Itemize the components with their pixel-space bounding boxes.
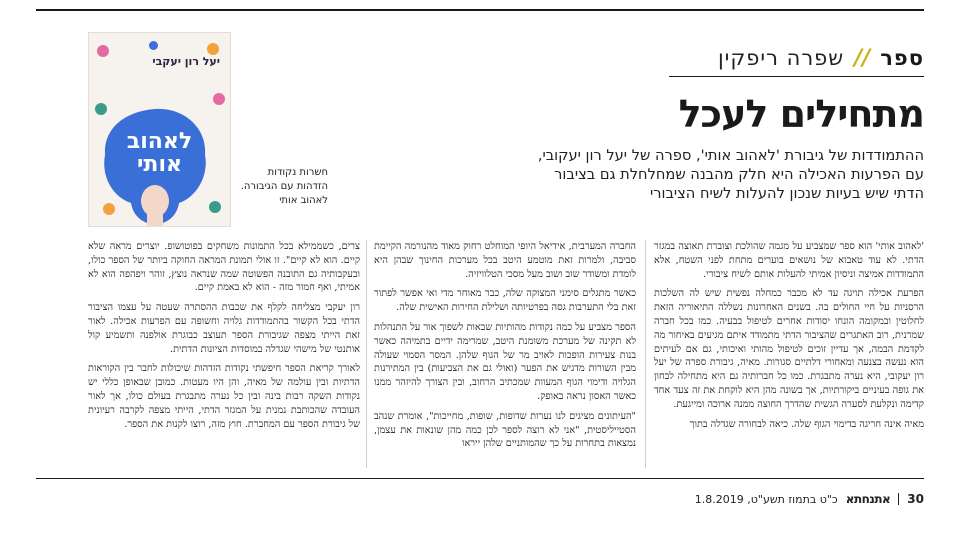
bottom-rule [36, 478, 924, 479]
paragraph: כאשר מתגלים סימני המצוקה שלה, כבר מאוחר מדי ואי אפשר לפתור זאת בלי התערבות גסה בפרטיותה ושלילת החירות האישית שלה. [374, 288, 636, 314]
paragraph: מאיה אינה חריגה בדימוי הגוף שלה. כיאה לבחורה שגדלה בתוך [689, 418, 924, 430]
paragraph: "העיתונים מציגים לנו נערות שדופות, שופות, מחייכות", אומרת שנהב הסטייליסטית, "אני לא רוצה לספר לכן כמה מהן שונאות את עצמן, נמצאות בתחרות על כך שהמותניים שלהן ייראו [374, 410, 636, 450]
section-header [669, 38, 924, 78]
cover-caption: חשרות נקודות הזדהות עם הגיבורה. לאהוב אותי [240, 167, 328, 206]
paragraph: לאורך קריאת הספר חיפשתי נקודות הזדהות שיכולות לחבר בין הקוראות הדתיות ובין עולמה של מאיה, והן היו מעטות. כמובן שבאופן כללי יש נקודות השקה רבות בינה ובין כל נערה מתבגרת בעולם כולו, אך לאור העובדה שהכותבת נמנית על המגזר הדתי, הייתי מצפה לקרבה רעיונית של גיבורת הספר עם המחברת. חוץ מזה, רוצו לקנות את הספר. [88, 363, 360, 430]
paragraph: החברה המערבית, אידיאל היופי המוחלט רחוק מאוד מהנורמה הקיימת סביבה, ולמרות זאת מוטמע היטב בכל מערכות החינוך שבהן היא לומדת ומשודר שוב ושוב מעל מסכי הטלוויזיה. [374, 241, 636, 280]
footer-divider [898, 493, 899, 505]
article-column-2 [374, 240, 636, 468]
subtitle: ההתמודדות של גיבורת 'לאהוב אותי', ספרה של יעל רון יעקובי, עם הפרעות האכילה היא חלק מהבנה שמחלחלת גם בציבור הדתי שיש בעיות שנכון להעלות לשיח הציבורי [537, 147, 924, 202]
headline: מתחילים לעכל [678, 92, 924, 136]
flower-icon [207, 43, 219, 55]
column-divider [645, 240, 646, 468]
paragraph: הפרעת אכילה תויגה עד לא מכבר כמחלה נפשית שיש לה השלכות הרסניות על חיי החולים בה. בשנים האחרונות נשללה התיאוריה הזאת לחלוטין ובמקומה הונחו יסודות אחרים לטיפול בבעיה. כמו בכל חברה שמרנית, רוב האתגרים שהציבור הדתי מתמודד איתם מגיעים באיחור מה לקדמת הבמה, אך עדיין זוכים לטיפול מהותי ואיכותי, גם אם לעיתים הוא נעשה בצנעה ומאחורי דלתיים סגורות. מאיה, גיבורת ספרה של יעל רון יעקובי, היא נערה מתבגרת. כמו כל חברותיה גם היא מתחילה לבחון את גופה בעיניים ביקורתיות, אך בשונה מהן היא לוקחת את זה צעד אחד קדימה ונקלעת לסערה הגשית שהדרך החוצה ממנה ארוכה ומייגעת. [654, 288, 924, 410]
magazine-brand: אתנחתא [845, 492, 891, 506]
section-author: שפרה ריפקין [717, 46, 845, 70]
cover-title-line2: אותי [136, 152, 183, 177]
section-slash: // [854, 45, 871, 71]
top-rule [36, 9, 924, 11]
flower-icon [97, 45, 109, 57]
page-number: 30 [907, 492, 924, 506]
cover-author: יעל רון יעקבי [152, 55, 220, 68]
flower-icon [149, 41, 158, 50]
paragraph: צרים, כשממילא בכל התמונות משחקים בפוטושופ. יוצרים מראה שלא קיים. הוא לא קיים". זו אולי תמונת המראה החוקה ביותר של הספר כולו, ובעקבותיה גם התובנה הפשוטה שמה שנראה נוצץ, זוהר ויפהפה הוא לא אמיתי, ואף חמור מזה - הוא לא באמת קיים. [88, 241, 360, 294]
paragraph: הספר מצביע על כמה נקודות מהותיות שבאות לשפוך אור על התנהלות לא תקינה של מערכת משומנת היטב, שמרימה ידיים בתמיהה כאשר בנות צעירות הופכות לאויב מר של הגוף שלהן. המסר הסמוי שעולה מבין השורות מדגיש את הפער (ואולי גם את הצביעות) בין המתירנות הגלויה ודימוי הגוף המעוות שמכתיב הרחוב, ובין הצורך להיזהר ממנו כאשר האסון נראה באופק. [374, 321, 636, 402]
paragraph: 'לאהוב אותי' הוא ספר שמצביע על מגמה שהולכת וצוברת תאוצה במגזר הדתי. לא עוד טאבוא של נושאים בוערים מתחת לפני השטח, אלא התמודדות אמיצה וניסיון אמיתי להעלות אותם לשיח ציבורי. [654, 241, 924, 280]
page-footer [695, 492, 924, 506]
column-divider [366, 240, 367, 468]
article-column-1 [654, 240, 924, 468]
section-label: ספר [880, 46, 924, 70]
issue-date: כ"ט בתמוז תשע"ט, 1.8.2019 [694, 492, 838, 506]
flower-icon [213, 93, 225, 105]
paragraph: רון יעקבי מצליחה לקלף את שכבות ההסתרה שעטה על עצמו הציבור הדתי בכל הקשור בהתמודדות גלויה וחשופה עם הפרעות אכילה. לאור זאת הייתי מצפה שגיבורת הספר תעוצב כבוגרת אולפנה ותשמיע קול אותנטי של מישהי שגדלה במוסדות הציונות הדתית. [88, 302, 360, 355]
section-underline [669, 76, 924, 77]
book-cover [88, 32, 231, 227]
cover-title-line1: לאהוב [126, 129, 193, 154]
article-column-3 [88, 240, 360, 468]
